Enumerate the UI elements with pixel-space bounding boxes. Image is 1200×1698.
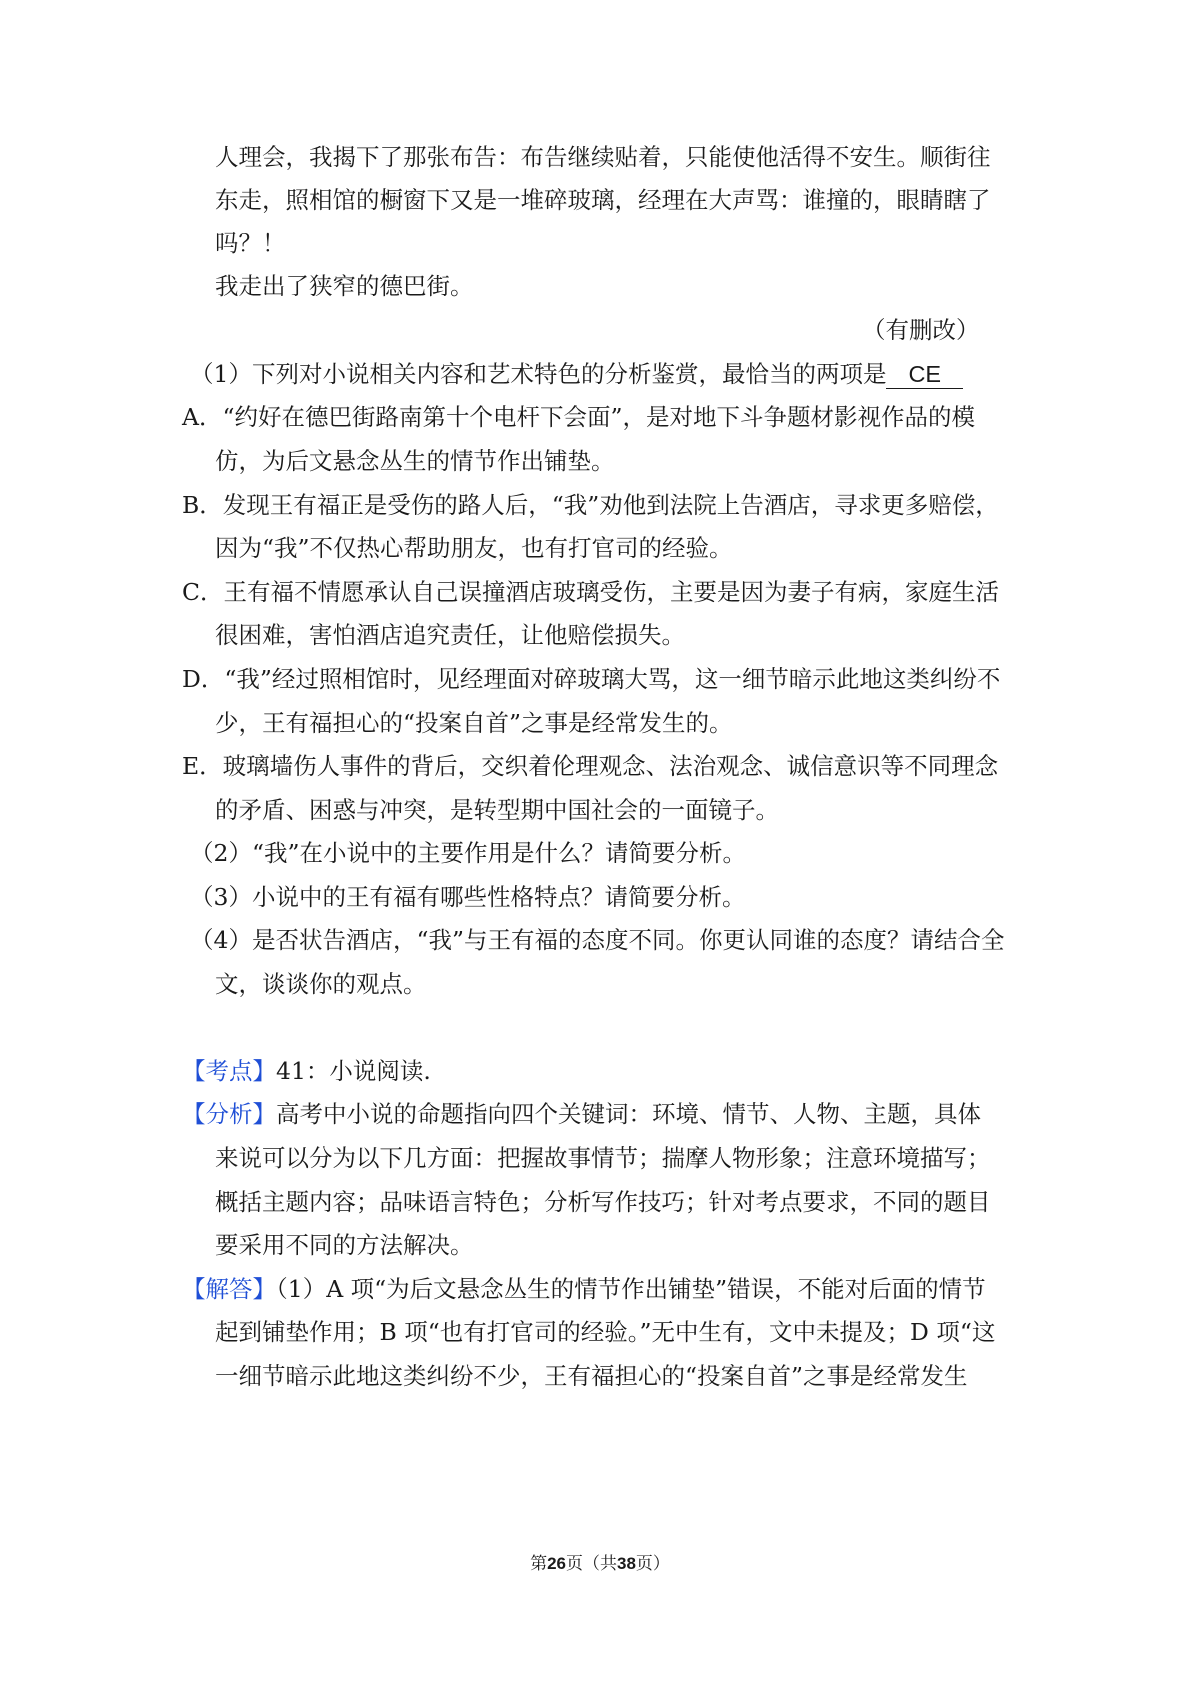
story-line: 东走，照相馆的橱窗下又是一堆碎玻璃，经理在大声骂：谁撞的，眼睛瞎了 <box>215 186 991 214</box>
option-text: 玻璃墙伤人事件的背后，交织着伦理观念、法治观念、诚信意识等不同理念 <box>222 752 999 780</box>
option-text: 王有福不情愿承认自己误撞酒店玻璃受伤，主要是因为妻子有病，家庭生活 <box>223 578 999 606</box>
question-1-text: （1）下列对小说相关内容和艺术特色的分析鉴赏，最恰当的两项是 <box>190 360 887 388</box>
fenxi-line: 要采用不同的方法解决。 <box>215 1231 474 1259</box>
option-label: C． <box>182 578 224 606</box>
option-d <box>182 662 1000 696</box>
jieda-line: 起到铺垫作用；B 项“也有打官司的经验。”无中生有，文中未提及；D 项“这 <box>215 1318 996 1346</box>
fenxi <box>182 1097 981 1131</box>
story-line: 吗？！ <box>215 229 286 257</box>
option-label: D． <box>182 665 225 693</box>
question-4-cont: 文，谈谈你的观点。 <box>215 970 427 998</box>
option-b <box>182 488 999 522</box>
jieda-text: （1）A 项“为后文悬念丛生的情节作出铺垫”错误，不能对后面的情节 <box>276 1275 986 1303</box>
option-d-cont: 少，王有福担心的“投案自首”之事是经常发生的。 <box>215 709 733 737</box>
option-label: B． <box>182 491 223 519</box>
kaodian-tag: 【考点】 <box>182 1057 276 1085</box>
question-1 <box>190 357 963 391</box>
option-a <box>182 400 975 434</box>
fenxi-text: 高考中小说的命题指向四个关键词：环境、情节、人物、主题，具体 <box>276 1100 981 1128</box>
question-1-answer: CE <box>886 360 963 389</box>
question-2: （2）“我”在小说中的主要作用是什么？请简要分析。 <box>190 839 746 867</box>
option-text: 发现王有福正是受伤的路人后，“我”劝他到法院上告酒店，寻求更多赔偿， <box>222 491 999 519</box>
footer-pre: 第 <box>530 1554 548 1574</box>
option-text: “约好在德巴街路南第十个电杆下会面”，是对地下斗争题材影视作品的模 <box>222 403 976 431</box>
option-e <box>182 749 998 783</box>
jieda-line: 一细节暗示此地这类纠纷不少，王有福担心的“投案自首”之事是经常发生 <box>215 1362 968 1390</box>
footer-total-pages: 38 <box>617 1554 636 1573</box>
jieda <box>182 1272 986 1306</box>
option-e-cont: 的矛盾、困惑与冲突，是转型期中国社会的一面镜子。 <box>215 796 779 824</box>
kaodian <box>182 1054 431 1088</box>
fenxi-line: 来说可以分为以下几方面：把握故事情节；揣摩人物形象；注意环境描写； <box>215 1144 991 1172</box>
option-text: “我”经过照相馆时，见经理面对碎玻璃大骂，这一细节暗示此地这类纠纷不 <box>224 665 1001 693</box>
option-label: A． <box>182 403 223 431</box>
footer-mid: 页（共 <box>566 1554 617 1574</box>
fenxi-tag: 【分析】 <box>182 1100 276 1128</box>
footer-page-number: 26 <box>547 1554 566 1573</box>
story-line: 人理会，我揭下了那张布告：布告继续贴着，只能使他活得不安生。顺街往 <box>215 143 991 171</box>
question-4: （4）是否状告酒店，“我”与王有福的态度不同。你更认同谁的态度？请结合全 <box>190 926 1005 954</box>
fenxi-line: 概括主题内容；品味语言特色；分析写作技巧；针对考点要求，不同的题目 <box>215 1188 991 1216</box>
option-a-cont: 仿，为后文悬念丛生的情节作出铺垫。 <box>215 447 615 475</box>
page-footer <box>0 1552 1200 1576</box>
question-3: （3）小说中的王有福有哪些性格特点？请简要分析。 <box>190 883 746 911</box>
option-c-cont: 很困难，害怕酒店追究责任，让他赔偿损失。 <box>215 621 685 649</box>
story-line: 我走出了狭窄的德巴街。 <box>215 272 474 300</box>
option-label: E． <box>182 752 223 780</box>
option-b-cont: 因为“我”不仅热心帮助朋友，也有打官司的经验。 <box>215 534 733 562</box>
revision-note: （有删改） <box>862 316 980 344</box>
footer-post: 页） <box>635 1554 670 1574</box>
jieda-tag: 【解答】 <box>182 1275 276 1303</box>
kaodian-text: 41：小说阅读. <box>276 1057 431 1085</box>
option-c <box>182 575 999 609</box>
